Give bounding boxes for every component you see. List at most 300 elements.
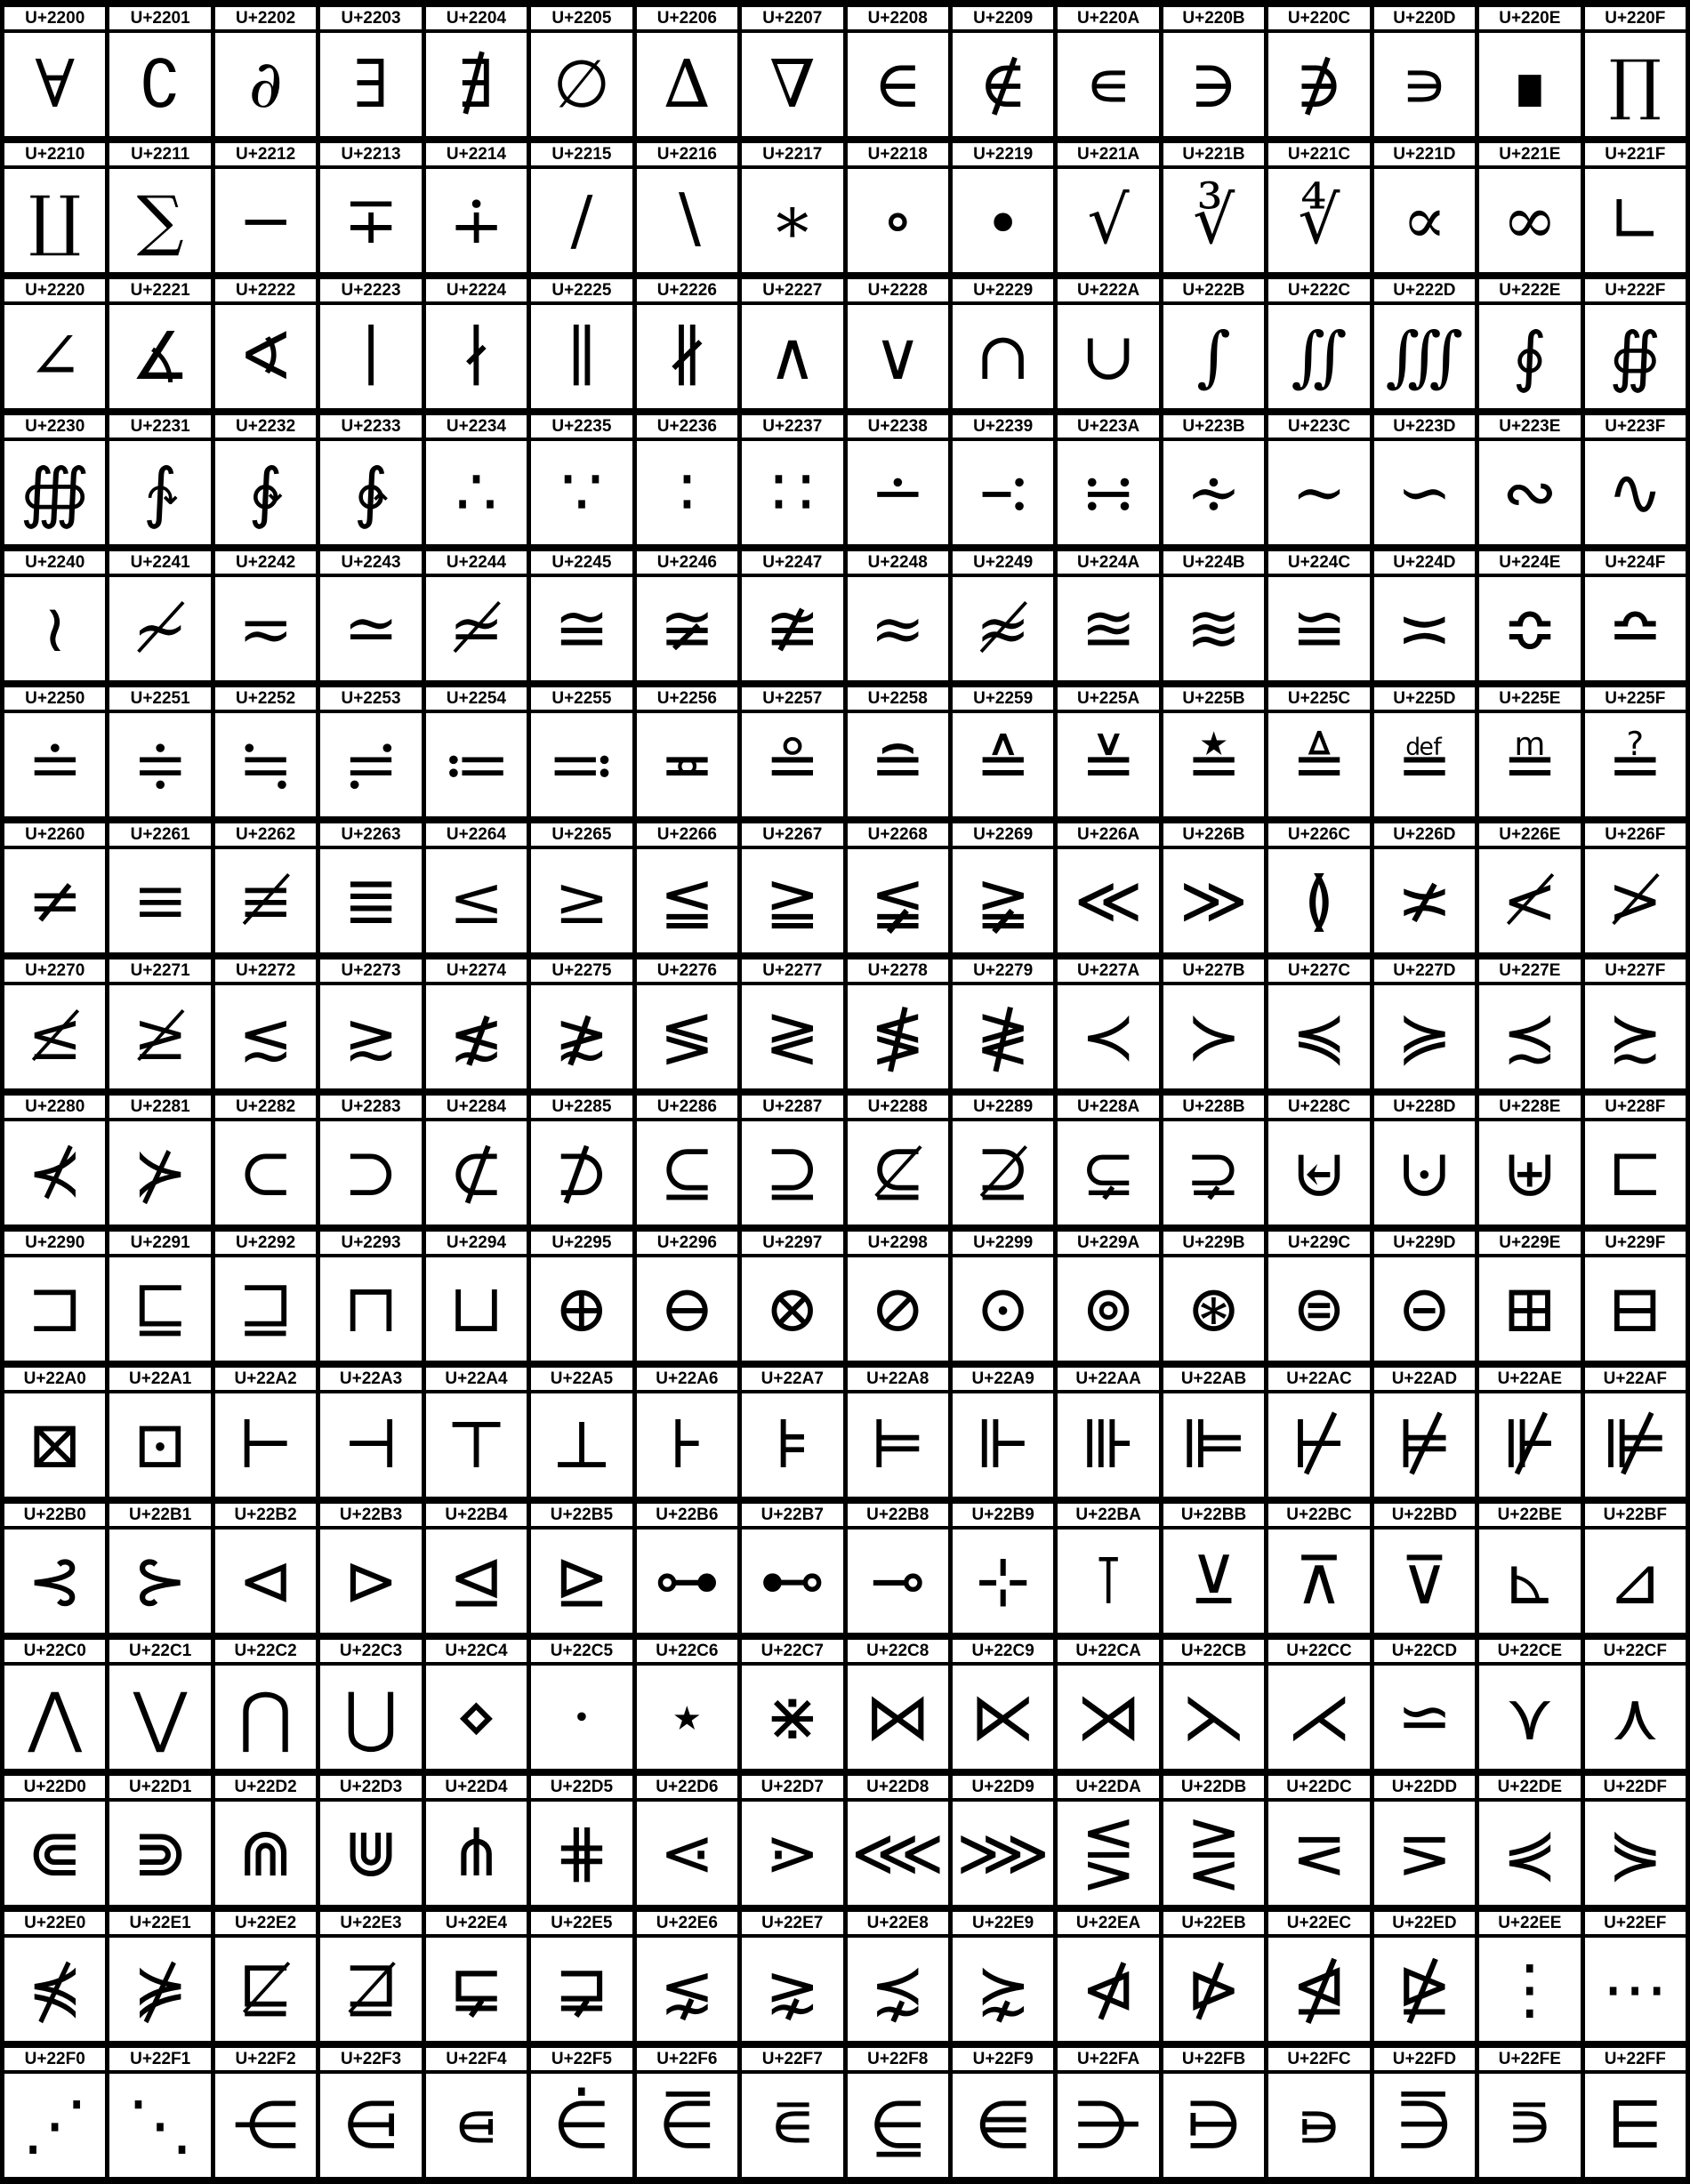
code-point-label: U+22DF xyxy=(1582,1772,1687,1800)
character-glyph-cell: ≵ xyxy=(529,984,634,1092)
code-point-label: U+2267 xyxy=(740,820,845,847)
code-point-label: U+22F4 xyxy=(423,2044,528,2072)
code-point-label: U+2230 xyxy=(3,412,108,439)
code-point-label: U+2289 xyxy=(950,1092,1055,1120)
code-point-label: U+225C xyxy=(1267,684,1372,711)
character-glyph-cell: ∧ xyxy=(740,303,845,412)
character-glyph-cell: ⋹ xyxy=(950,2072,1055,2180)
code-point-label: U+227F xyxy=(1582,956,1687,984)
code-point-label: U+2201 xyxy=(108,4,213,31)
code-point-label: U+2202 xyxy=(213,4,318,31)
character-glyph-cell: ⋾ xyxy=(1477,2072,1582,2180)
code-point-label: U+2254 xyxy=(423,684,528,711)
character-glyph-cell: ⋇ xyxy=(740,1664,845,1772)
code-point-label: U+22DB xyxy=(1161,1772,1266,1800)
code-point-label: U+222F xyxy=(1582,276,1687,303)
character-glyph-cell: ≄ xyxy=(423,575,528,684)
code-point-label: U+22E0 xyxy=(3,1908,108,1936)
character-glyph-cell: ⊱ xyxy=(108,1528,213,1636)
character-glyph-cell: ≛ xyxy=(1161,711,1266,820)
code-point-label: U+2220 xyxy=(3,276,108,303)
code-point-label: U+2277 xyxy=(740,956,845,984)
code-point-label: U+2233 xyxy=(318,412,423,439)
character-glyph-cell: ⊑ xyxy=(108,1256,213,1364)
code-label-row xyxy=(3,140,1688,167)
code-point-label: U+22AD xyxy=(1372,1364,1477,1392)
character-glyph-cell: ⋞ xyxy=(1477,1800,1582,1908)
character-glyph-cell: ⊫ xyxy=(1161,1392,1266,1500)
code-point-label: U+22DD xyxy=(1372,1772,1477,1800)
character-glyph-cell: ∾ xyxy=(1477,439,1582,548)
character-glyph-cell: ≐ xyxy=(3,711,108,820)
character-glyph-cell: ⊤ xyxy=(423,1392,528,1500)
character-glyph-cell: ⊪ xyxy=(1056,1392,1161,1500)
character-glyph-cell: ⊥ xyxy=(529,1392,634,1500)
code-point-label: U+2212 xyxy=(213,140,318,167)
character-glyph-cell: ⋂ xyxy=(213,1664,318,1772)
character-glyph-cell: ⊿ xyxy=(1582,1528,1687,1636)
character-glyph-cell: ⋰ xyxy=(3,2072,108,2180)
character-glyph-cell: ⋟ xyxy=(1582,1800,1687,1908)
code-point-label: U+228C xyxy=(1267,1092,1372,1120)
code-point-label: U+229D xyxy=(1372,1228,1477,1256)
code-point-label: U+2241 xyxy=(108,548,213,575)
code-point-label: U+228D xyxy=(1372,1092,1477,1120)
code-label-row xyxy=(3,1364,1688,1392)
character-glyph-cell: ≢ xyxy=(213,847,318,956)
code-point-label: U+22D1 xyxy=(108,1772,213,1800)
character-glyph-cell: ⊻ xyxy=(1161,1528,1266,1636)
code-point-label: U+2288 xyxy=(845,1092,950,1120)
character-glyph-cell: − xyxy=(213,167,318,276)
code-point-label: U+2296 xyxy=(634,1228,739,1256)
character-glyph-cell: ∛ xyxy=(1161,167,1266,276)
character-glyph-cell: ≼ xyxy=(1267,984,1372,1092)
code-point-label: U+22D9 xyxy=(950,1772,1055,1800)
code-point-label: U+2203 xyxy=(318,4,423,31)
character-glyph-cell: ⊶ xyxy=(634,1528,739,1636)
character-glyph-cell: ≲ xyxy=(213,984,318,1092)
character-glyph-cell: ≿ xyxy=(1582,984,1687,1092)
code-point-label: U+226E xyxy=(1477,820,1582,847)
character-glyph-cell: ⋭ xyxy=(1372,1936,1477,2044)
character-glyph-cell: ∿ xyxy=(1582,439,1687,548)
character-glyph-cell: ⊛ xyxy=(1161,1256,1266,1364)
character-glyph-cell: ⋪ xyxy=(1056,1936,1161,2044)
code-point-label: U+22F7 xyxy=(740,2044,845,2072)
code-point-label: U+226D xyxy=(1372,820,1477,847)
code-point-label: U+22A4 xyxy=(423,1364,528,1392)
character-glyph-cell: ⋃ xyxy=(318,1664,423,1772)
character-glyph-cell: ∙ xyxy=(950,167,1055,276)
character-glyph-cell: ∢ xyxy=(213,303,318,412)
character-glyph-cell: ∟ xyxy=(1582,167,1687,276)
code-point-label: U+2275 xyxy=(529,956,634,984)
character-glyph-cell: ∤ xyxy=(423,303,528,412)
code-point-label: U+223E xyxy=(1477,412,1582,439)
code-point-label: U+2258 xyxy=(845,684,950,711)
character-glyph-cell: ⊆ xyxy=(634,1120,739,1228)
code-point-label: U+2268 xyxy=(845,820,950,847)
code-point-label: U+22EF xyxy=(1582,1908,1687,1936)
character-glyph-cell: ⊰ xyxy=(3,1528,108,1636)
character-glyph-cell: ∩ xyxy=(950,303,1055,412)
code-point-label: U+220B xyxy=(1161,4,1266,31)
character-glyph-cell: ∗ xyxy=(740,167,845,276)
code-point-label: U+2278 xyxy=(845,956,950,984)
character-glyph-cell: ≺ xyxy=(1056,984,1161,1092)
character-glyph-cell: ⋨ xyxy=(845,1936,950,2044)
code-point-label: U+2216 xyxy=(634,140,739,167)
code-point-label: U+2263 xyxy=(318,820,423,847)
code-point-label: U+22AF xyxy=(1582,1364,1687,1392)
code-point-label: U+22B1 xyxy=(108,1500,213,1528)
character-glyph-cell: ∺ xyxy=(1056,439,1161,548)
character-glyph-cell: ⋸ xyxy=(845,2072,950,2180)
character-glyph-cell: ⋖ xyxy=(634,1800,739,1908)
code-point-label: U+229A xyxy=(1056,1228,1161,1256)
character-glyph-cell: ⋼ xyxy=(1267,2072,1372,2180)
character-glyph-cell: ⋽ xyxy=(1372,2072,1477,2180)
character-glyph-cell: ∆ xyxy=(634,31,739,140)
code-point-label: U+227A xyxy=(1056,956,1161,984)
glyph-row xyxy=(3,984,1688,1092)
character-glyph-cell: √ xyxy=(1056,167,1161,276)
character-glyph-cell: ⊔ xyxy=(423,1256,528,1364)
character-glyph-cell: ⋍ xyxy=(1372,1664,1477,1772)
character-glyph-cell: ⊒ xyxy=(213,1256,318,1364)
code-point-label: U+2257 xyxy=(740,684,845,711)
character-glyph-cell: ≪ xyxy=(1056,847,1161,956)
code-point-label: U+22A9 xyxy=(950,1364,1055,1392)
character-glyph-cell: ∊ xyxy=(1056,31,1161,140)
code-point-label: U+2299 xyxy=(950,1228,1055,1256)
character-glyph-cell: ≠ xyxy=(3,847,108,956)
code-point-label: U+220F xyxy=(1582,4,1687,31)
character-glyph-cell: ≳ xyxy=(318,984,423,1092)
code-point-label: U+2292 xyxy=(213,1228,318,1256)
character-glyph-cell: ⋉ xyxy=(950,1664,1055,1772)
character-glyph-cell: ⋤ xyxy=(423,1936,528,2044)
character-glyph-cell: ≭ xyxy=(1372,847,1477,956)
code-point-label: U+22C1 xyxy=(108,1636,213,1664)
code-point-label: U+22A8 xyxy=(845,1364,950,1392)
character-glyph-cell: ⋬ xyxy=(1267,1936,1372,2044)
character-glyph-cell: ≘ xyxy=(845,711,950,820)
code-point-label: U+22C3 xyxy=(318,1636,423,1664)
code-point-label: U+2280 xyxy=(3,1092,108,1120)
code-label-row xyxy=(3,276,1688,303)
code-point-label: U+2249 xyxy=(950,548,1055,575)
character-glyph-cell: ⋓ xyxy=(318,1800,423,1908)
character-glyph-cell: ≦ xyxy=(634,847,739,956)
code-point-label: U+22C0 xyxy=(3,1636,108,1664)
code-point-label: U+2240 xyxy=(3,548,108,575)
code-point-label: U+2237 xyxy=(740,412,845,439)
code-label-row xyxy=(3,548,1688,575)
code-point-label: U+226F xyxy=(1582,820,1687,847)
code-point-label: U+22EC xyxy=(1267,1908,1372,1936)
code-point-label: U+2283 xyxy=(318,1092,423,1120)
code-point-label: U+22C4 xyxy=(423,1636,528,1664)
character-glyph-cell: ∠ xyxy=(3,303,108,412)
code-point-label: U+2214 xyxy=(423,140,528,167)
code-point-label: U+2225 xyxy=(529,276,634,303)
code-point-label: U+22E8 xyxy=(845,1908,950,1936)
code-point-label: U+2227 xyxy=(740,276,845,303)
code-point-label: U+224F xyxy=(1582,548,1687,575)
code-point-label: U+2244 xyxy=(423,548,528,575)
code-point-label: U+22F9 xyxy=(950,2044,1055,2072)
character-glyph-cell: ∇ xyxy=(740,31,845,140)
character-glyph-cell: ∅ xyxy=(529,31,634,140)
code-point-label: U+22FF xyxy=(1582,2044,1687,2072)
character-glyph-cell: ≎ xyxy=(1477,575,1582,684)
code-point-label: U+228F xyxy=(1582,1092,1687,1120)
code-point-label: U+225F xyxy=(1582,684,1687,711)
character-glyph-cell: ≀ xyxy=(3,575,108,684)
character-glyph-cell: ∀ xyxy=(3,31,108,140)
code-point-label: U+22C2 xyxy=(213,1636,318,1664)
character-glyph-cell: ∕ xyxy=(529,167,634,276)
character-glyph-cell: ⊴ xyxy=(423,1528,528,1636)
character-glyph-cell: ≨ xyxy=(845,847,950,956)
character-glyph-cell: ⊋ xyxy=(1161,1120,1266,1228)
code-point-label: U+22C8 xyxy=(845,1636,950,1664)
character-glyph-cell: ≩ xyxy=(950,847,1055,956)
character-glyph-cell: ∝ xyxy=(1372,167,1477,276)
character-glyph-cell: ∏ xyxy=(1582,31,1687,140)
code-point-label: U+22FC xyxy=(1267,2044,1372,2072)
character-glyph-cell: ⊲ xyxy=(213,1528,318,1636)
character-glyph-cell: ≧ xyxy=(740,847,845,956)
code-point-label: U+220D xyxy=(1372,4,1477,31)
code-point-label: U+222A xyxy=(1056,276,1161,303)
code-point-label: U+22D3 xyxy=(318,1772,423,1800)
code-label-row xyxy=(3,1908,1688,1936)
character-glyph-cell: ⊃ xyxy=(318,1120,423,1228)
code-point-label: U+2253 xyxy=(318,684,423,711)
code-point-label: U+2207 xyxy=(740,4,845,31)
code-point-label: U+224B xyxy=(1161,548,1266,575)
glyph-row xyxy=(3,1936,1688,2044)
code-point-label: U+22BC xyxy=(1267,1500,1372,1528)
character-glyph-cell: ⋏ xyxy=(1582,1664,1687,1772)
code-point-label: U+2290 xyxy=(3,1228,108,1256)
code-point-label: U+226C xyxy=(1267,820,1372,847)
code-point-label: U+22D5 xyxy=(529,1772,634,1800)
character-glyph-cell: ≜ xyxy=(1267,711,1372,820)
character-glyph-cell: ⊯ xyxy=(1582,1392,1687,1500)
code-point-label: U+22C6 xyxy=(634,1636,739,1664)
character-glyph-cell: ∣ xyxy=(318,303,423,412)
character-glyph-cell: ∨ xyxy=(845,303,950,412)
code-point-label: U+22A3 xyxy=(318,1364,423,1392)
code-point-label: U+2270 xyxy=(3,956,108,984)
character-glyph-cell: ≓ xyxy=(318,711,423,820)
character-glyph-cell: ≟ xyxy=(1582,711,1687,820)
code-point-label: U+227D xyxy=(1372,956,1477,984)
code-point-label: U+2264 xyxy=(423,820,528,847)
glyph-row xyxy=(3,1800,1688,1908)
character-glyph-cell: ∵ xyxy=(529,439,634,548)
character-glyph-cell: ≮ xyxy=(1477,847,1582,956)
character-glyph-cell: ⊹ xyxy=(950,1528,1055,1636)
code-point-label: U+2291 xyxy=(108,1228,213,1256)
code-point-label: U+2208 xyxy=(845,4,950,31)
character-glyph-cell: ⊾ xyxy=(1477,1528,1582,1636)
character-glyph-cell: ⋯ xyxy=(1582,1936,1687,2044)
code-point-label: U+2217 xyxy=(740,140,845,167)
code-point-label: U+225B xyxy=(1161,684,1266,711)
character-glyph-cell: ≊ xyxy=(1056,575,1161,684)
code-point-label: U+22FA xyxy=(1056,2044,1161,2072)
code-label-row xyxy=(3,1092,1688,1120)
character-glyph-cell: ⋢ xyxy=(213,1936,318,2044)
character-glyph-cell: ≙ xyxy=(950,711,1055,820)
character-glyph-cell: ⋿ xyxy=(1582,2072,1687,2180)
code-point-label: U+223F xyxy=(1582,412,1687,439)
code-point-label: U+22B8 xyxy=(845,1500,950,1528)
character-glyph-cell: ⋺ xyxy=(1056,2072,1161,2180)
character-glyph-cell: ∘ xyxy=(845,167,950,276)
code-point-label: U+22D7 xyxy=(740,1772,845,1800)
character-glyph-cell: ≣ xyxy=(318,847,423,956)
character-glyph-cell: ⋕ xyxy=(529,1800,634,1908)
code-point-label: U+22E1 xyxy=(108,1908,213,1936)
character-glyph-cell: ≶ xyxy=(634,984,739,1092)
code-point-label: U+22BB xyxy=(1161,1500,1266,1528)
code-point-label: U+2231 xyxy=(108,412,213,439)
code-point-label: U+22A6 xyxy=(634,1364,739,1392)
character-glyph-cell: ∍ xyxy=(1372,31,1477,140)
code-point-label: U+2221 xyxy=(108,276,213,303)
code-label-row xyxy=(3,1772,1688,1800)
character-glyph-cell: ∓ xyxy=(318,167,423,276)
character-glyph-cell: ⋝ xyxy=(1372,1800,1477,1908)
character-glyph-cell: ∡ xyxy=(108,303,213,412)
code-label-row xyxy=(3,1636,1688,1664)
character-glyph-cell: ⋮ xyxy=(1477,1936,1582,2044)
character-glyph-cell: ∶ xyxy=(634,439,739,548)
code-label-row xyxy=(3,4,1688,31)
code-point-label: U+2255 xyxy=(529,684,634,711)
character-glyph-cell: ∰ xyxy=(3,439,108,548)
character-glyph-cell: ⊠ xyxy=(3,1392,108,1500)
character-glyph-cell: ∦ xyxy=(634,303,739,412)
code-point-label: U+2243 xyxy=(318,548,423,575)
code-point-label: U+22E6 xyxy=(634,1908,739,1936)
character-glyph-cell: ≱ xyxy=(108,984,213,1092)
character-glyph-cell: ⋫ xyxy=(1161,1936,1266,2044)
code-point-label: U+22CD xyxy=(1372,1636,1477,1664)
character-glyph-cell: ⊐ xyxy=(3,1256,108,1364)
character-glyph-cell: ⊍ xyxy=(1372,1120,1477,1228)
character-glyph-cell: ∽ xyxy=(1372,439,1477,548)
glyph-row xyxy=(3,711,1688,820)
character-glyph-cell: ⊇ xyxy=(740,1120,845,1228)
character-glyph-cell: ⋙ xyxy=(950,1800,1055,1908)
code-point-label: U+221D xyxy=(1372,140,1477,167)
character-glyph-cell: ∫ xyxy=(1161,303,1266,412)
character-glyph-cell: ≆ xyxy=(634,575,739,684)
code-point-label: U+22B0 xyxy=(3,1500,108,1528)
code-point-label: U+2274 xyxy=(423,956,528,984)
character-glyph-cell: ⊈ xyxy=(845,1120,950,1228)
character-glyph-cell: ⊖ xyxy=(634,1256,739,1364)
code-point-label: U+22C5 xyxy=(529,1636,634,1664)
code-point-label: U+227B xyxy=(1161,956,1266,984)
code-point-label: U+223D xyxy=(1372,412,1477,439)
character-glyph-cell: ⋧ xyxy=(740,1936,845,2044)
character-glyph-cell: ∞ xyxy=(1477,167,1582,276)
character-glyph-cell: ⋐ xyxy=(3,1800,108,1908)
character-glyph-cell: ⊘ xyxy=(845,1256,950,1364)
character-glyph-cell: ⋒ xyxy=(213,1800,318,1908)
code-point-label: U+223A xyxy=(1056,412,1161,439)
code-point-label: U+22BA xyxy=(1056,1500,1161,1528)
code-point-label: U+2273 xyxy=(318,956,423,984)
code-label-row xyxy=(3,956,1688,984)
character-glyph-cell: ⋠ xyxy=(3,1936,108,2044)
code-point-label: U+2272 xyxy=(213,956,318,984)
code-point-label: U+22E3 xyxy=(318,1908,423,1936)
character-glyph-cell: ≥ xyxy=(529,847,634,956)
character-glyph-cell: ⋛ xyxy=(1161,1800,1266,1908)
code-point-label: U+22EB xyxy=(1161,1908,1266,1936)
character-glyph-cell: ⊓ xyxy=(318,1256,423,1364)
character-glyph-cell: ⊩ xyxy=(950,1392,1055,1500)
code-point-label: U+229C xyxy=(1267,1228,1372,1256)
code-point-label: U+2252 xyxy=(213,684,318,711)
character-glyph-cell: ⊅ xyxy=(529,1120,634,1228)
code-point-label: U+2228 xyxy=(845,276,950,303)
character-glyph-cell: ∄ xyxy=(423,31,528,140)
code-point-label: U+2204 xyxy=(423,4,528,31)
character-glyph-cell: ≤ xyxy=(423,847,528,956)
character-glyph-cell: ⋱ xyxy=(108,2072,213,2180)
code-point-label: U+22C7 xyxy=(740,1636,845,1664)
code-label-row xyxy=(3,684,1688,711)
code-point-label: U+221E xyxy=(1477,140,1582,167)
code-point-label: U+2259 xyxy=(950,684,1055,711)
character-glyph-cell: ∻ xyxy=(1161,439,1266,548)
code-point-label: U+2211 xyxy=(108,140,213,167)
character-glyph-cell: ⊗ xyxy=(740,1256,845,1364)
glyph-row xyxy=(3,439,1688,548)
code-point-label: U+2223 xyxy=(318,276,423,303)
character-glyph-cell: ⊟ xyxy=(1582,1256,1687,1364)
character-glyph-cell: ∁ xyxy=(108,31,213,140)
code-point-label: U+22AE xyxy=(1477,1364,1582,1392)
character-glyph-cell: ⊎ xyxy=(1477,1120,1582,1228)
character-glyph-cell: ⋁ xyxy=(108,1664,213,1772)
code-point-label: U+22D2 xyxy=(213,1772,318,1800)
character-glyph-cell: ≂ xyxy=(213,575,318,684)
character-glyph-cell: ⋵ xyxy=(529,2072,634,2180)
code-point-label: U+227E xyxy=(1477,956,1582,984)
character-glyph-cell: ⋻ xyxy=(1161,2072,1266,2180)
code-point-label: U+2269 xyxy=(950,820,1055,847)
character-glyph-cell: ⊳ xyxy=(318,1528,423,1636)
character-glyph-cell: ≡ xyxy=(108,847,213,956)
code-point-label: U+2234 xyxy=(423,412,528,439)
code-point-label: U+2215 xyxy=(529,140,634,167)
code-point-label: U+2294 xyxy=(423,1228,528,1256)
character-glyph-cell: ⋣ xyxy=(318,1936,423,2044)
character-glyph-cell: ∑ xyxy=(108,167,213,276)
character-glyph-cell: ⋊ xyxy=(1056,1664,1161,1772)
